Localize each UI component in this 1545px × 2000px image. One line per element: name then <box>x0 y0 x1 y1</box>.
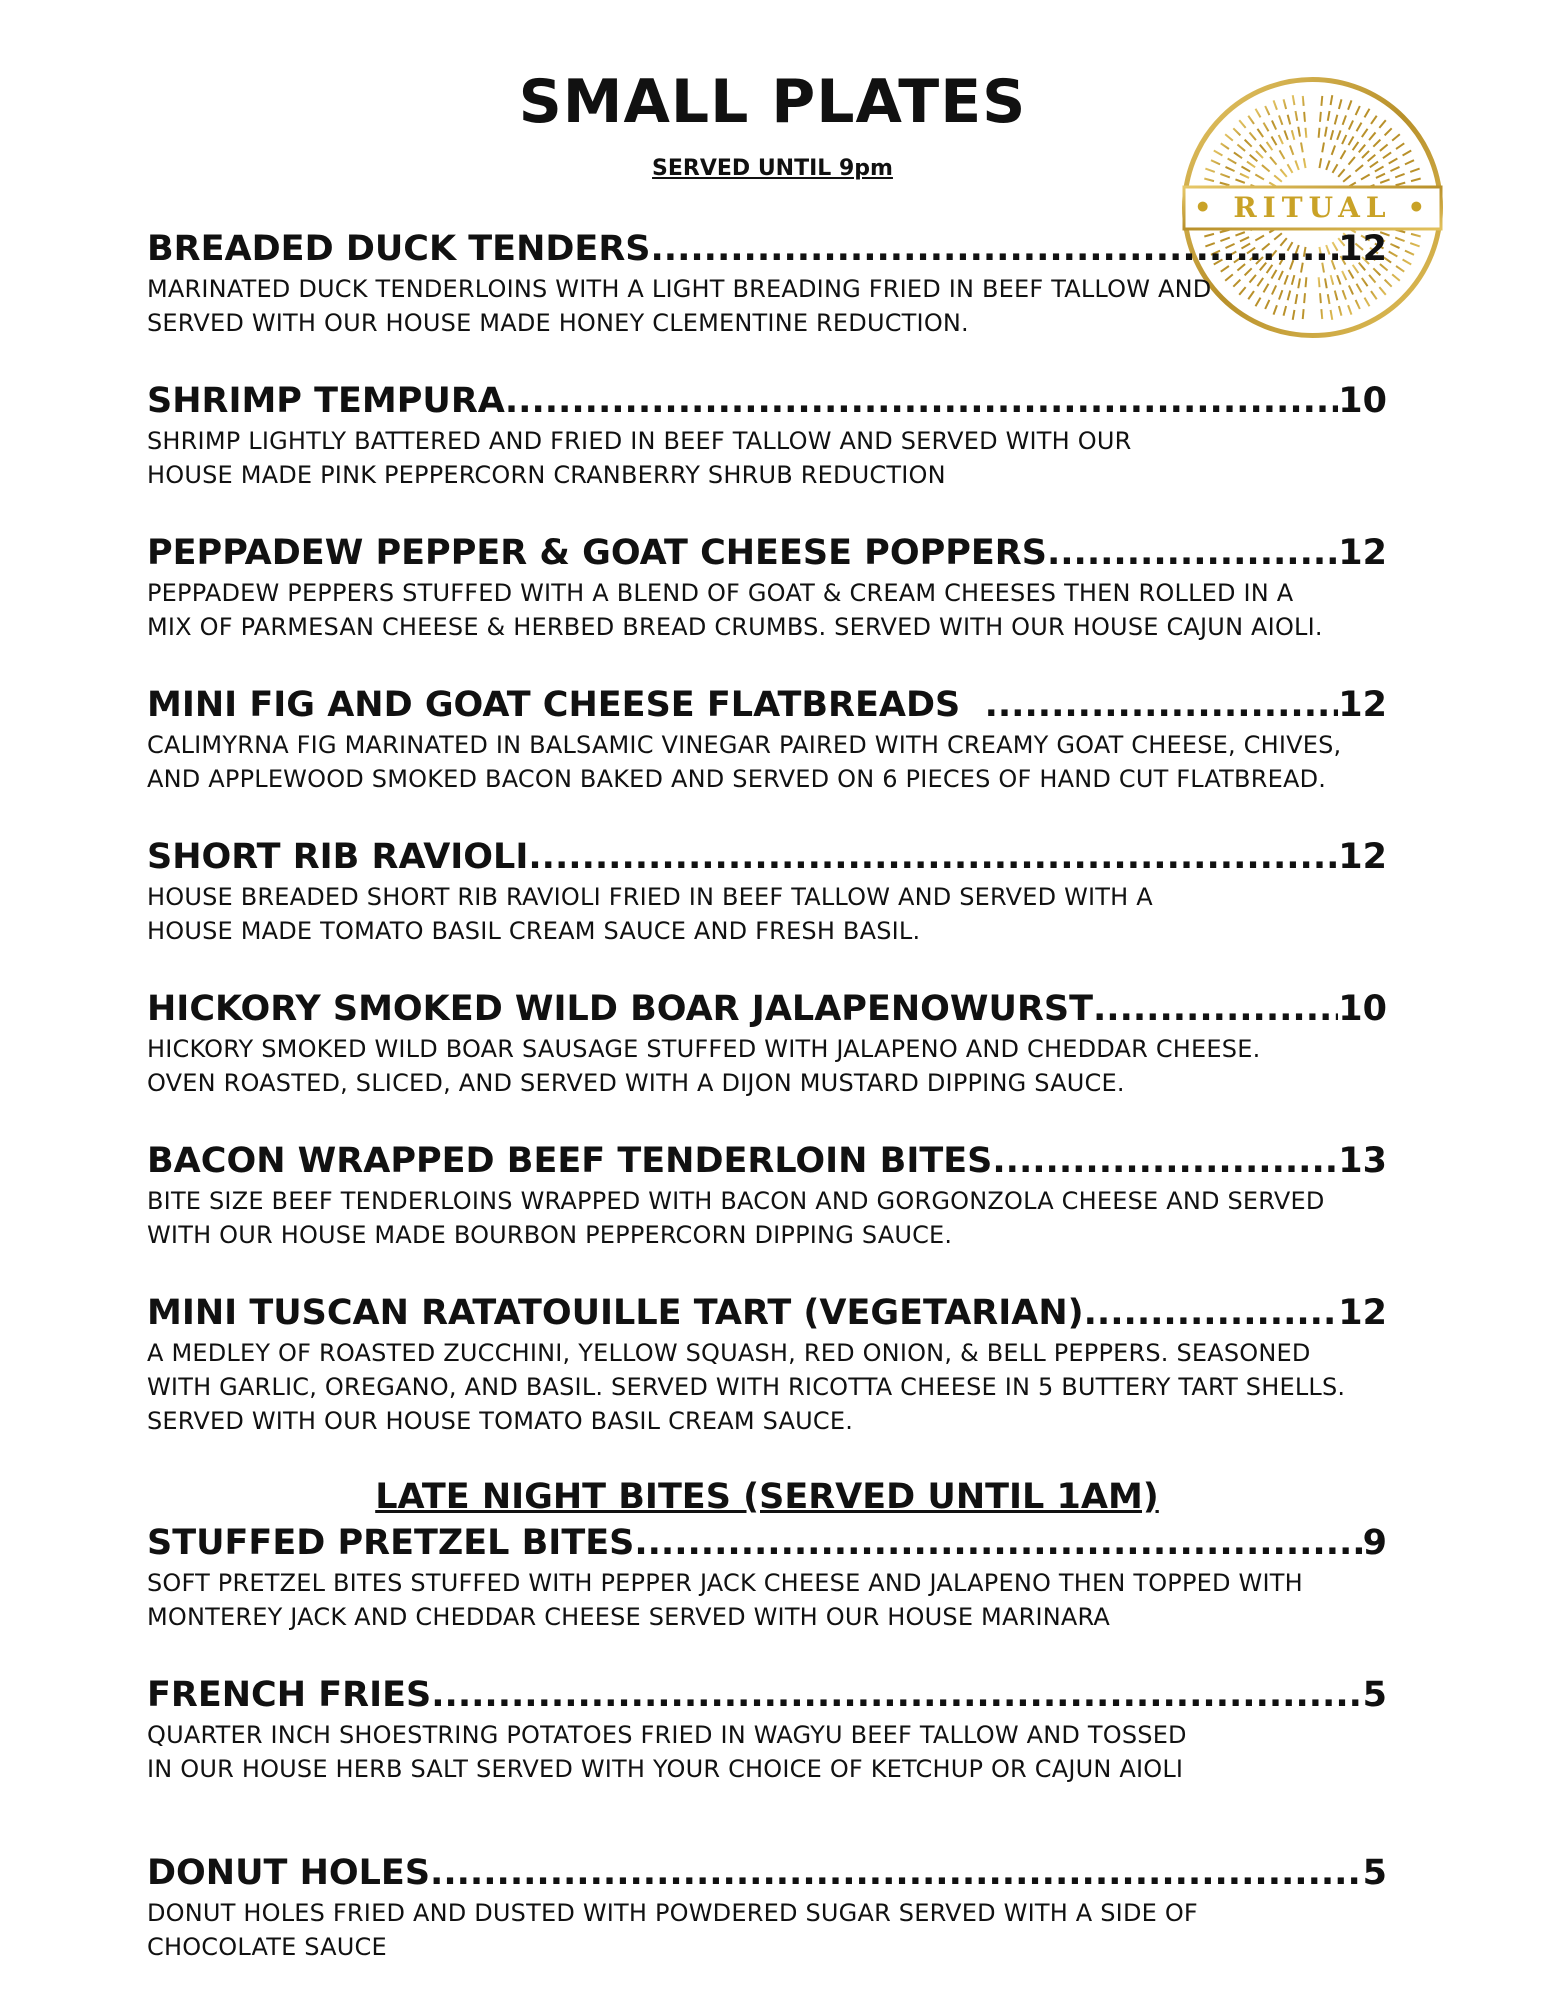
description-line: OVEN ROASTED, SLICED, AND SERVED WITH A DIJON MUSTARD DIPPING SAUCE. <box>147 1069 1125 1097</box>
menu-item-price: 12 <box>1338 229 1387 269</box>
menu-item-row <box>147 1850 1387 1896</box>
menu-item-description <box>147 576 1387 644</box>
menu-item <box>147 1672 1387 1786</box>
menu-item-description <box>147 1184 1387 1252</box>
dot-leader <box>992 1138 1338 1184</box>
description-line: SERVED WITH OUR HOUSE MADE HONEY CLEMENTINE REDUCTION. <box>147 309 969 337</box>
logo-ray <box>1319 90 1323 138</box>
logo-text: • RITUAL • <box>1193 191 1432 224</box>
menu-item-description <box>147 880 1387 948</box>
menu-item-price: 12 <box>1338 1293 1387 1333</box>
dot-leader <box>1047 530 1338 576</box>
menu-item-description <box>147 1336 1387 1438</box>
description-line: HICKORY SMOKED WILD BOAR SAUSAGE STUFFED WITH JALAPENO AND CHEDDAR CHEESE. <box>147 1035 1261 1063</box>
menu-item <box>147 1290 1387 1438</box>
menu-item <box>147 226 1387 340</box>
menu-item <box>147 530 1387 644</box>
menu-list <box>147 226 1387 1964</box>
description-line: HOUSE BREADED SHORT RIB RAVIOLI FRIED IN BEEF TALLOW AND SERVED WITH A <box>147 883 1153 911</box>
menu-item-name: BACON WRAPPED BEEF TENDERLOIN BITES <box>147 1141 993 1181</box>
menu-item-description <box>147 1566 1387 1634</box>
menu-item-row <box>147 682 1387 728</box>
menu-item-price: 13 <box>1338 1141 1387 1181</box>
menu-item <box>147 1138 1387 1252</box>
menu-item-description <box>147 728 1387 796</box>
description-line: DONUT HOLES FRIED AND DUSTED WITH POWDERED SUGAR SERVED WITH A SIDE OF <box>147 1899 1198 1927</box>
dot-leader <box>505 378 1338 424</box>
description-line: HOUSE MADE PINK PEPPERCORN CRANBERRY SHRUB REDUCTION <box>147 461 946 489</box>
menu-item-price: 5 <box>1362 1853 1387 1893</box>
menu-item-description <box>147 424 1387 492</box>
menu-item-row <box>147 1138 1387 1184</box>
menu-item-name: DONUT HOLES <box>147 1853 431 1893</box>
menu-item-description <box>147 1032 1387 1100</box>
description-line: CALIMYRNA FIG MARINATED IN BALSAMIC VINEGAR PAIRED WITH CREAMY GOAT CHEESE, CHIVES, <box>147 731 1342 759</box>
description-line: CHOCOLATE SAUCE <box>147 1933 387 1961</box>
menu-item-row <box>147 378 1387 424</box>
dot-leader <box>431 1672 1362 1718</box>
menu-item-name: MINI TUSCAN RATATOUILLE TART (VEGETARIAN) <box>147 1293 1084 1333</box>
page-title: SMALL PLATES <box>518 67 1027 137</box>
menu-item-price: 12 <box>1338 533 1387 573</box>
logo-ray <box>1282 94 1294 140</box>
late-night-heading: LATE NIGHT BITES (SERVED UNTIL 1AM) <box>375 1477 1159 1517</box>
menu-item-price: 12 <box>1338 837 1387 877</box>
description-line: MIX OF PARMESAN CHEESE & HERBED BREAD CRUMBS. SERVED WITH OUR HOUSE CAJUN AIOLI. <box>147 613 1323 641</box>
menu-item-description <box>147 1896 1387 1964</box>
logo-ray <box>1331 94 1343 140</box>
description-line: IN OUR HOUSE HERB SALT SERVED WITH YOUR CHOICE OF KETCHUP OR CAJUN AIOLI <box>147 1755 1184 1783</box>
description-line: SOFT PRETZEL BITES STUFFED WITH PEPPER JACK CHEESE AND JALAPENO THEN TOPPED WITH <box>147 1569 1303 1597</box>
menu-item-name: STUFFED PRETZEL BITES <box>147 1523 635 1563</box>
menu-item-row <box>147 226 1387 272</box>
dot-leader <box>528 834 1338 880</box>
description-line: WITH OUR HOUSE MADE BOURBON PEPPERCORN DIPPING SAUCE. <box>147 1221 953 1249</box>
description-line: HOUSE MADE TOMATO BASIL CREAM SAUCE AND FRESH BASIL. <box>147 917 921 945</box>
page-subtitle: SERVED UNTIL 9pm <box>652 156 893 181</box>
menu-item <box>147 378 1387 492</box>
menu-item <box>147 1520 1387 1634</box>
menu-item-row <box>147 986 1387 1032</box>
dot-leader <box>1093 986 1338 1032</box>
description-line: WITH GARLIC, OREGANO, AND BASIL. SERVED WITH RICOTTA CHEESE IN 5 BUTTERY TART SHELLS. <box>147 1373 1346 1401</box>
menu-item-row <box>147 1290 1387 1336</box>
menu-item <box>147 682 1387 796</box>
description-line: AND APPLEWOOD SMOKED BACON BAKED AND SERVED ON 6 PIECES OF HAND CUT FLATBREAD. <box>147 765 1327 793</box>
menu-item <box>147 986 1387 1100</box>
description-line: QUARTER INCH SHOESTRING POTATOES FRIED IN WAGYU BEEF TALLOW AND TOSSED <box>147 1721 1187 1749</box>
menu-item-description <box>147 1718 1387 1786</box>
menu-item <box>147 834 1387 948</box>
menu-item-name: PEPPADEW PEPPER & GOAT CHEESE POPPERS <box>147 533 1047 573</box>
menu-item-name: FRENCH FRIES <box>147 1675 432 1715</box>
dot-leader <box>634 1520 1362 1566</box>
description-line: MARINATED DUCK TENDERLOINS WITH A LIGHT BREADING FRIED IN BEEF TALLOW AND <box>147 275 1212 303</box>
menu-item-name: SHORT RIB RAVIOLI <box>147 837 529 877</box>
menu-item <box>147 1850 1387 1964</box>
menu-item-row <box>147 1520 1387 1566</box>
description-line: A MEDLEY OF ROASTED ZUCCHINI, YELLOW SQUASH, RED ONION, & BELL PEPPERS. SEASONED <box>147 1339 1311 1367</box>
menu-item-price: 12 <box>1338 685 1387 725</box>
menu-item-price: 9 <box>1362 1523 1387 1563</box>
menu-item-name: BREADED DUCK TENDERS <box>147 229 651 269</box>
description-line: SERVED WITH OUR HOUSE TOMATO BASIL CREAM SAUCE. <box>147 1407 854 1435</box>
description-line: PEPPADEW PEPPERS STUFFED WITH A BLEND OF GOAT & CREAM CHEESES THEN ROLLED IN A <box>147 579 1294 607</box>
dot-leader <box>1084 1290 1339 1336</box>
description-line: MONTEREY JACK AND CHEDDAR CHEESE SERVED WITH OUR HOUSE MARINARA <box>147 1603 1111 1631</box>
menu-item-row <box>147 530 1387 576</box>
menu-item-name: HICKORY SMOKED WILD BOAR JALAPENOWURST <box>147 989 1093 1029</box>
dot-leader <box>985 682 1339 728</box>
menu-item-price: 10 <box>1338 989 1387 1029</box>
menu-item-row <box>147 1672 1387 1718</box>
dot-leader <box>650 226 1338 272</box>
menu-item-name: SHRIMP TEMPURA <box>147 381 505 421</box>
menu-item-price: 10 <box>1338 381 1387 421</box>
description-line: BITE SIZE BEEF TENDERLOINS WRAPPED WITH BACON AND GORGONZOLA CHEESE AND SERVED <box>147 1187 1325 1215</box>
menu-item-name: MINI FIG AND GOAT CHEESE FLATBREADS <box>147 685 985 725</box>
menu-item-row <box>147 834 1387 880</box>
menu-item-description <box>147 272 1387 340</box>
menu-item-price: 5 <box>1362 1675 1387 1715</box>
description-line: SHRIMP LIGHTLY BATTERED AND FRIED IN BEEF TALLOW AND SERVED WITH OUR <box>147 427 1132 455</box>
logo-ray <box>1302 90 1306 138</box>
dot-leader <box>430 1850 1363 1896</box>
